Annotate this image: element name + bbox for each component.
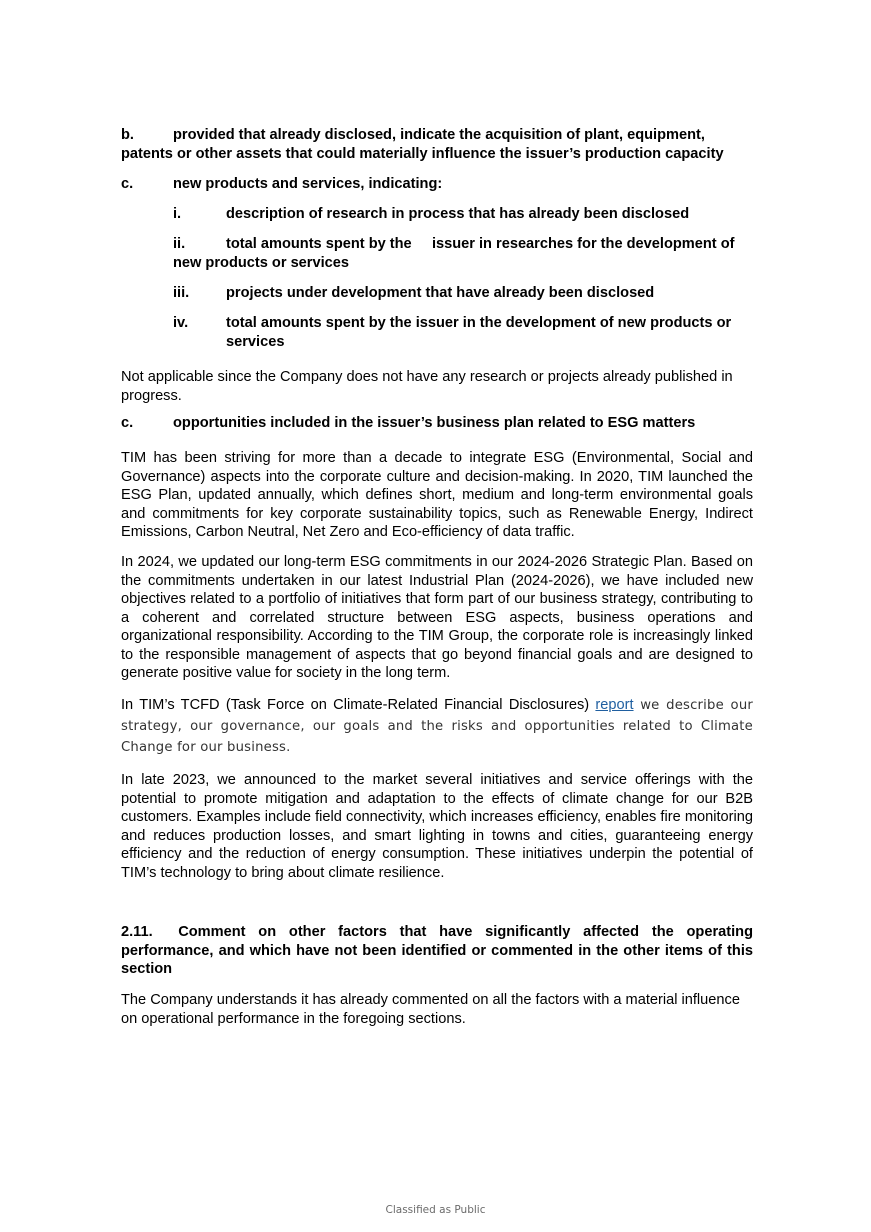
classification-footer: Classified as Public (385, 1204, 486, 1216)
subitem-ii (173, 235, 763, 272)
section-number: 2.11. (121, 924, 153, 940)
subitem-text: total amounts spent by the issuer in the development of new products or (226, 315, 732, 331)
paragraph-tcfd (121, 695, 753, 758)
paragraph-strategic-plan: In 2024, we updated our long-term ESG commitments in our 2024-2026 Strategic Plan. Based on the commitments undertaken in our latest Industrial Plan (2024-2026), we have included new objectives related to a portfolio of initiatives that form part of our business strategy, contributing to a coherent and correlated structure between ESG aspects, business operations and organizational responsibility. According to the TIM Group, the corporate role is increasingly linked to the responsible management of aspects that go beyond financial goals and are designed to generate positive value for society in the long term. (121, 554, 753, 681)
tcfd-text-suffix: we describe our strategy, our governance, our goals and the risks and opportunities related to Climate Change for our business. (121, 698, 753, 755)
tcfd-text-prefix: In TIM’s TCFD (Task Force on Climate-Related Financial Disclosures) (121, 697, 596, 713)
item-c-esg-text: opportunities included in the issuer’s business plan related to ESG matters (173, 415, 696, 431)
subitem-label: iii. (173, 285, 190, 301)
section-heading-text: Comment on other factors that have significantly affected the operating performance, and which have not been identified or commented in the other items of this section (121, 924, 753, 977)
item-b-text-line1: provided that already disclosed, indicate the acquisition of plant, equipment, (173, 127, 705, 143)
item-c-text: new products and services, indicating: (173, 176, 443, 192)
paragraph-esg-intro: TIM has been striving for more than a decade to integrate ESG (Environmental, Social and Governance) aspects into the corporate culture and decision-making. In 2020, TIM launched the ESG Plan, updated annually, which defines short, medium and long-term environmental goals and commitments for key corporate sustainability topics, such as Renewable Energy, Indirect Emissions, Carbon Neutral, Net Zero and Eco-efficiency of data traffic. (121, 450, 753, 540)
subitem-iv (173, 314, 763, 351)
subitem-text-line2: new products or services (173, 254, 350, 271)
subitem-text: projects under development that have already been disclosed (226, 285, 655, 301)
item-c-esg-label: c. (121, 415, 134, 431)
subitem-text: total amounts spent by the issuer in researches for the development of (226, 236, 735, 252)
tcfd-report-link[interactable]: report (595, 697, 634, 713)
item-b-label: b. (121, 127, 134, 143)
paragraph-climate-initiatives: In late 2023, we announced to the market several initiatives and service offerings with the potential to promote mitigation and adaptation to the effects of climate change for our B2B customers. Examples include field connectivity, which increases efficiency, enables fire monitoring and reduces production losses, and smart lighting in towns and cities, guaranteeing energy efficiency and the reduction of energy consumption. These initiatives underpin the potential of TIM’s technology to bring about climate resilience. (121, 772, 753, 881)
item-b-text-line2: patents or other assets that could materially influence the issuer’s production capacity (121, 145, 724, 162)
section-2-11-body: The Company understands it has already commented on all the factors with a material influence on operational performance in the foregoing sections. (121, 992, 740, 1027)
subitem-label: iv. (173, 315, 189, 331)
subitem-text: description of research in process that has already been disclosed (226, 206, 690, 222)
subitem-text-line2: services (226, 333, 285, 350)
item-c-label: c. (121, 176, 134, 192)
section-2-11-heading (121, 923, 753, 979)
subitem-label: ii. (173, 236, 186, 252)
not-applicable-text: Not applicable since the Company does not have any research or projects already published in progress. (121, 369, 733, 404)
subitem-label: i. (173, 206, 182, 222)
item-b (121, 126, 761, 163)
